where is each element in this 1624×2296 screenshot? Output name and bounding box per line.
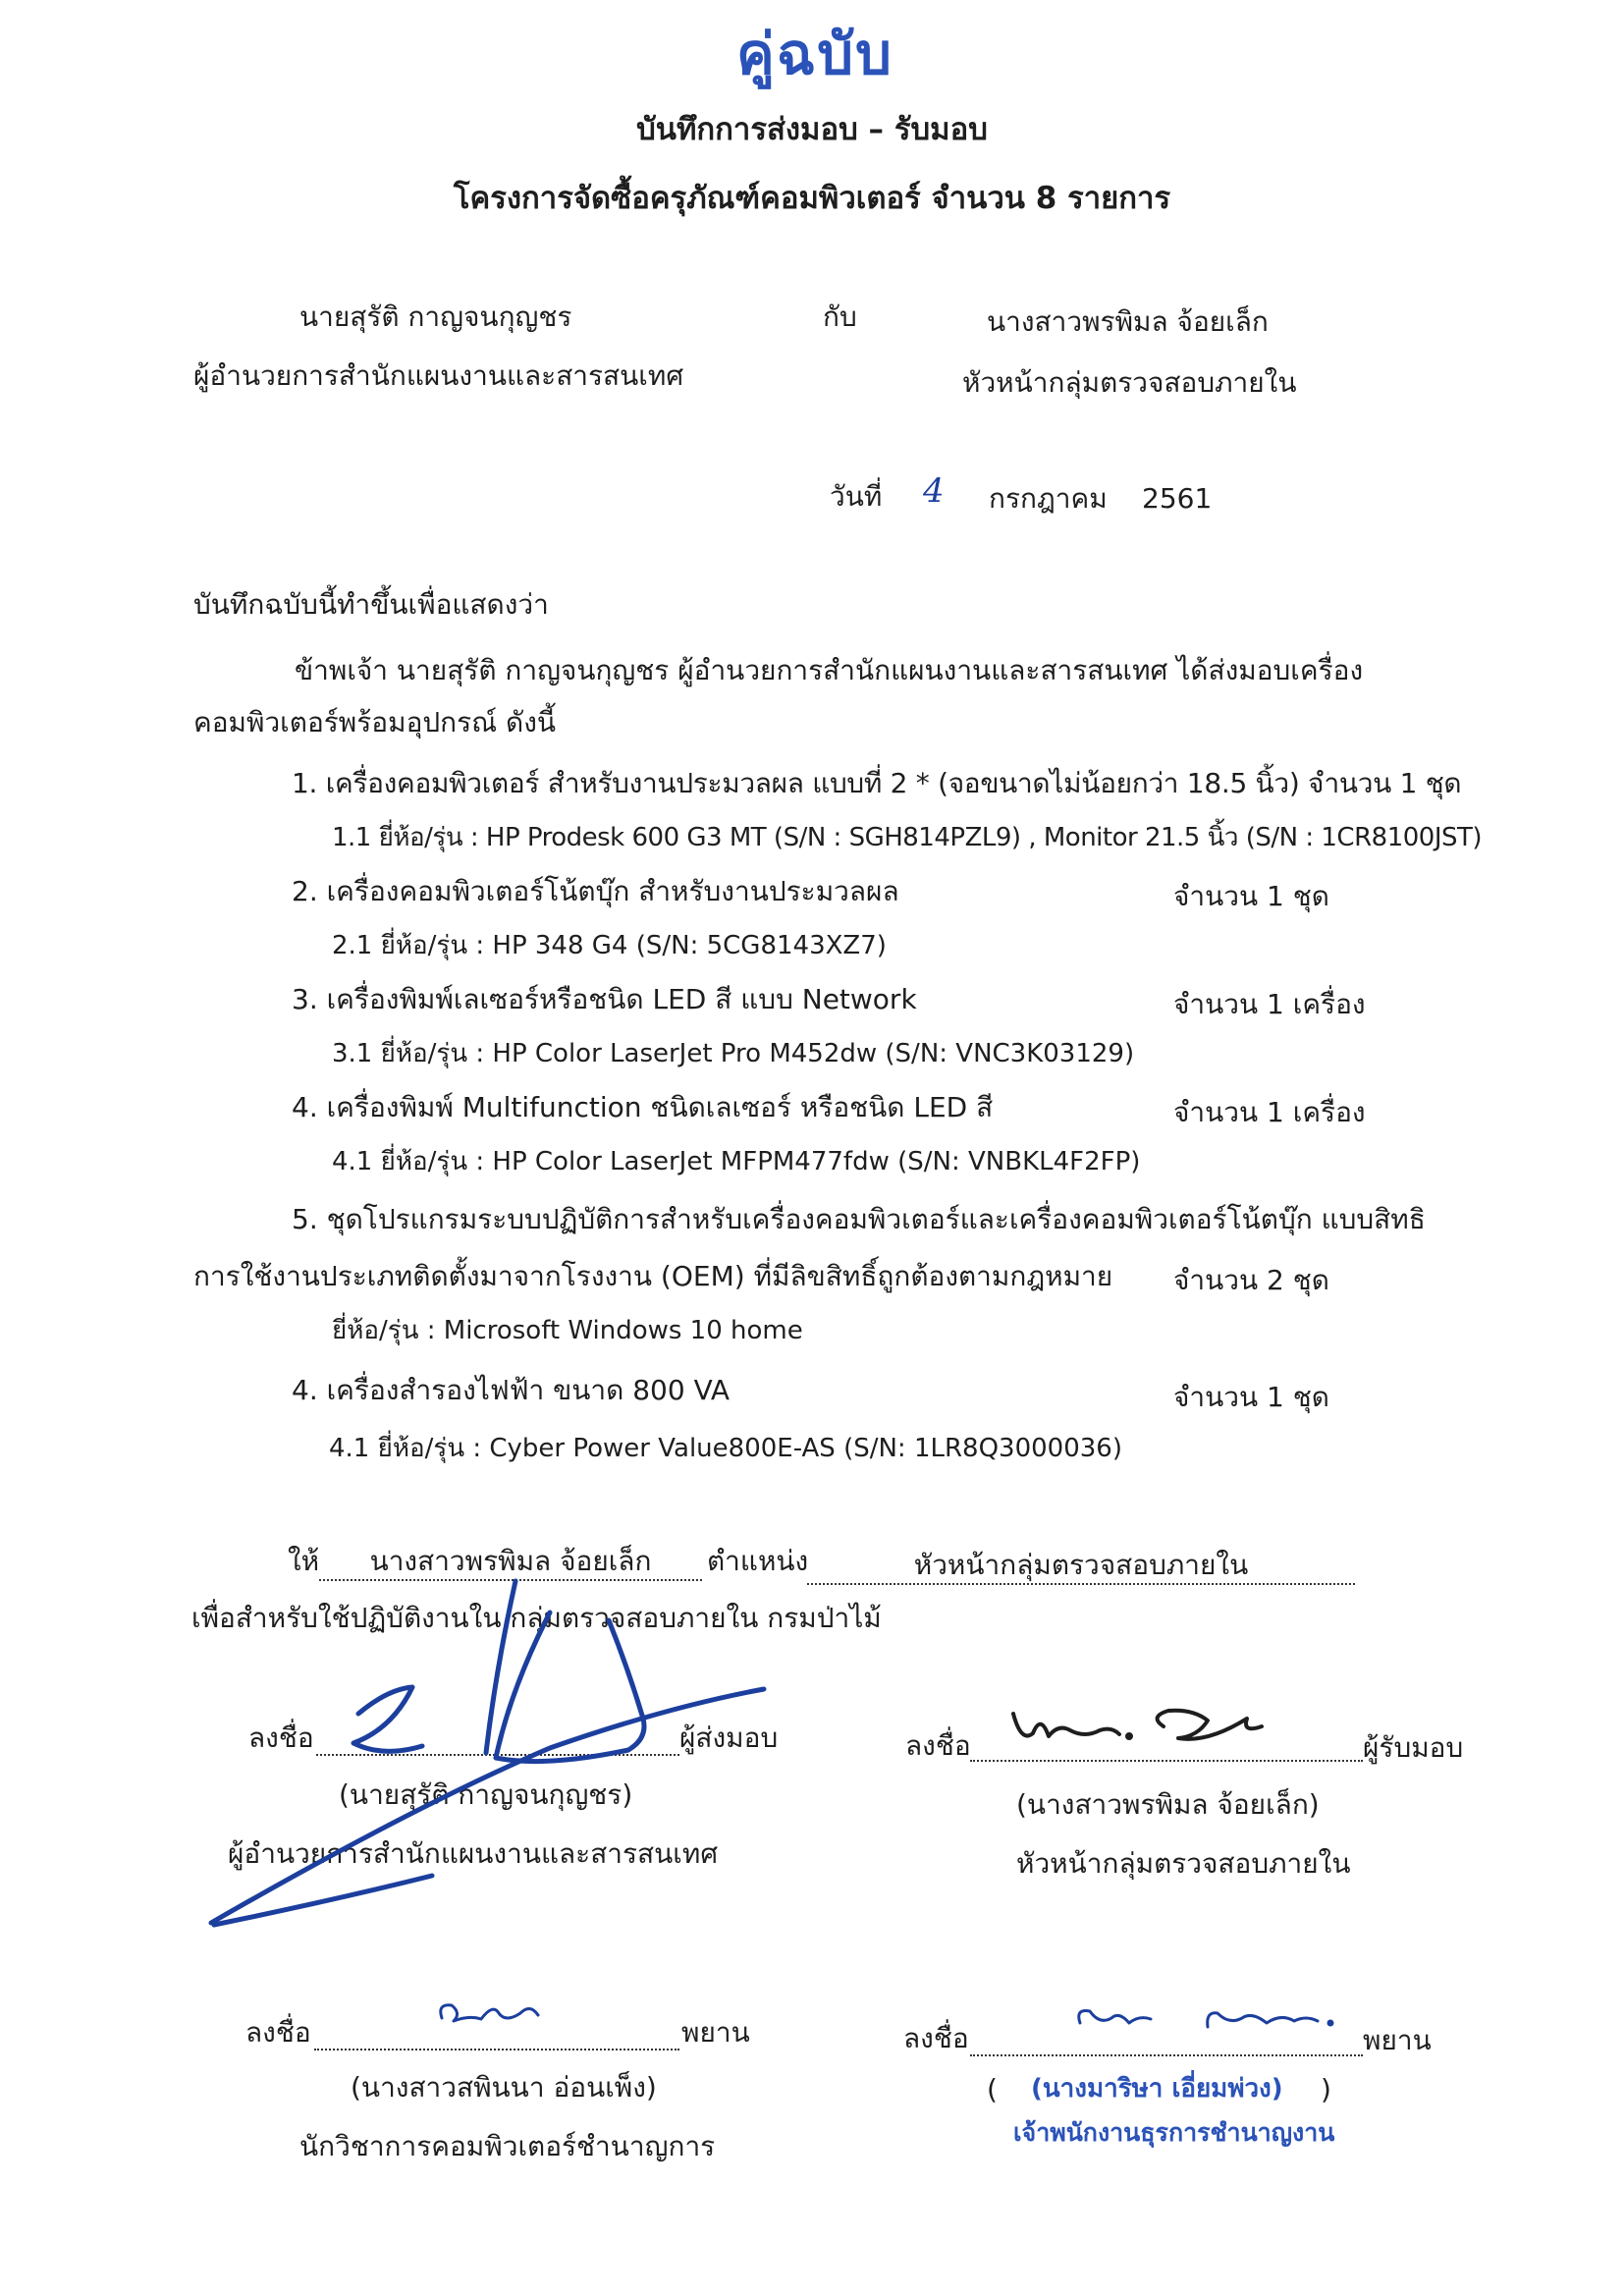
assign-purpose: เพื่อสำหรับใช้ปฏิบัติงานใน กลุ่มตรวจสอบภายใน กรมป่าไม้: [191, 1602, 882, 1634]
date-month: กรกฎาคม: [989, 482, 1108, 515]
witness-1-role: พยาน: [681, 2016, 750, 2049]
date-day: 4: [923, 471, 945, 511]
witness-1-printed-position: นักวิชาการคอมพิวเตอร์ชำนาญการ: [299, 2130, 716, 2162]
copy-stamp: คู่ฉบับ: [736, 21, 893, 87]
witness-2-signature-dot: [1328, 2021, 1332, 2025]
receiver-signature-stroke-1: [1013, 1714, 1119, 1736]
receiver-printed-position: หัวหน้ากลุ่มตรวจสอบภายใน: [1016, 1847, 1351, 1880]
sender-printed-name: (นายสุรัติ กาญจนกุญชร): [339, 1778, 633, 1811]
sender-printed-position: ผู้อำนวยการสำนักแผนงานและสารสนเทศ: [228, 1837, 719, 1870]
receiver-name: นางสาวพรพิมล จ้อยเล็ก: [987, 305, 1269, 338]
receiver-signature-stroke-2: [1158, 1711, 1262, 1739]
item-5-qty: จำนวน 2 ชุด: [1173, 1264, 1329, 1296]
witness-2-sign-label: ลงชื่อ: [903, 2022, 969, 2054]
receiver-printed-name: (นางสาวพรพิมล จ้อยเล็ก): [1016, 1788, 1320, 1821]
witness-2-close-paren: ): [1321, 2073, 1331, 2105]
item-ups-title: 4. เครื่องสำรองไฟฟ้า ขนาด 800 VA: [292, 1374, 731, 1406]
receiver-sign-label: ลงชื่อ: [905, 1729, 971, 1762]
item-3-title: 3. เครื่องพิมพ์เลเซอร์หรือชนิด LED สี แบบ Network: [292, 983, 917, 1015]
witness-1-sign-label: ลงชื่อ: [245, 2016, 311, 2049]
item-ups-qty: จำนวน 1 ชุด: [1173, 1381, 1329, 1413]
witness-2-stamped-name: (นางมาริษา เอี่ยมพ่วง): [1031, 2074, 1283, 2104]
assign-position-text: หัวหน้ากลุ่มตรวจสอบภายใน: [913, 1549, 1249, 1581]
witness-2-signature-stroke-1: [1079, 2011, 1151, 2024]
sender-position: ผู้อำนวยการสำนักแผนงานและสารสนเทศ: [193, 359, 684, 392]
sender-role: ผู้ส่งมอบ: [679, 1722, 779, 1754]
item-2-detail: 2.1 ยี่ห้อ/รุ่น : HP 348 G4 (S/N: 5CG8143XZ7): [332, 931, 887, 960]
item-4-title: 4. เครื่องพิมพ์ Multifunction ชนิดเลเซอร์ หรือชนิด LED สี: [292, 1091, 994, 1123]
sender-sign-line: [316, 1732, 679, 1756]
date-label: วันที่: [830, 480, 883, 513]
receiver-role: ผู้รับมอบ: [1363, 1731, 1464, 1764]
receiver-sign-line: [970, 1738, 1363, 1762]
witness-2-signature-stroke-2: [1208, 2013, 1318, 2027]
assign-give-label: ให้: [288, 1545, 320, 1577]
item-2-title: 2. เครื่องคอมพิวเตอร์โน้ตบุ๊ก สำหรับงานประมวลผล: [292, 875, 899, 907]
receiver-position: หัวหน้ากลุ่มตรวจสอบภายใน: [962, 366, 1297, 399]
item-5-line-2: การใช้งานประเภทติดตั้งมาจากโรงงาน (OEM) ที่มีลิขสิทธิ์ถูกต้องตามกฎหมาย: [193, 1260, 1113, 1292]
assign-position-label: ตำแหน่ง: [707, 1545, 809, 1577]
intro-text: บันทึกฉบับนี้ทำขึ้นเพื่อแสดงว่า: [193, 588, 549, 621]
witness-1-signature-stroke: [441, 2005, 538, 2021]
item-5-line-1: 5. ชุดโปรแกรมระบบปฏิบัติการสำหรับเครื่องคอมพิวเตอร์และเครื่องคอมพิวเตอร์โน้ตบุ๊ก แบบสิทธิ: [292, 1203, 1426, 1235]
paragraph-line-1: ข้าพเจ้า นายสุรัติ กาญจนกุญชร ผู้อำนวยการสำนักแผนงานและสารสนเทศ ได้ส่งมอบเครื่อง: [295, 654, 1364, 686]
assign-recipient-text: นางสาวพรพิมล จ้อยเล็ก: [369, 1545, 652, 1577]
sender-name: นายสุรัติ กาญจนกุญชร: [299, 301, 572, 333]
witness-1-printed-name: (นางสาวสพินนา อ่อนเพ็ง): [351, 2071, 657, 2104]
item-5-detail: ยี่ห้อ/รุ่น : Microsoft Windows 10 home: [332, 1316, 803, 1345]
item-1-title: 1. เครื่องคอมพิวเตอร์ สำหรับงานประมวลผล แบบที่ 2 * (จอขนาดไม่น้อยกว่า 18.5 นิ้ว) จำนวน 1 ชุด: [292, 767, 1462, 799]
item-4-detail: 4.1 ยี่ห้อ/รุ่น : HP Color LaserJet MFPM477fdw (S/N: VNBKL4F2FP): [332, 1147, 1141, 1176]
witness-1-sign-line: [314, 2027, 679, 2050]
witness-2-sign-line: [970, 2033, 1363, 2056]
item-2-qty: จำนวน 1 ชุด: [1173, 880, 1329, 912]
witness-2-open-paren: (: [987, 2073, 998, 2105]
assign-position-value: [807, 1548, 1355, 1585]
project-subtitle: โครงการจัดซื้อครุภัณฑ์คอมพิวเตอร์ จำนวน 8 รายการ: [453, 181, 1171, 216]
date-year: 2561: [1142, 482, 1213, 515]
connector-with: กับ: [823, 301, 857, 333]
item-1-detail: 1.1 ยี่ห้อ/รุ่น : HP Prodesk 600 G3 MT (S/N : SGH814PZL9) , Monitor 21.5 นิ้ว (S/N : 1CR8100JST): [332, 823, 1483, 852]
item-ups-detail: 4.1 ยี่ห้อ/รุ่น : Cyber Power Value800E-AS (S/N: 1LR8Q3000036): [329, 1434, 1122, 1463]
witness-2-stamped-position: เจ้าพนักงานธุรการชำนาญงาน: [1013, 2118, 1335, 2147]
item-3-detail: 3.1 ยี่ห้อ/รุ่น : HP Color LaserJet Pro M452dw (S/N: VNC3K03129): [332, 1039, 1135, 1068]
witness-2-role: พยาน: [1363, 2024, 1432, 2056]
sender-sign-label: ลงชื่อ: [248, 1722, 314, 1754]
item-3-qty: จำนวน 1 เครื่อง: [1173, 988, 1366, 1020]
sender-signature-stroke-5: [214, 1876, 432, 1925]
assign-recipient-name: [319, 1544, 702, 1581]
item-4-qty: จำนวน 1 เครื่อง: [1173, 1096, 1366, 1128]
document-title: บันทึกการส่งมอบ – รับมอบ: [636, 112, 988, 147]
paragraph-line-2: คอมพิวเตอร์พร้อมอุปกรณ์ ดังนี้: [193, 706, 557, 738]
